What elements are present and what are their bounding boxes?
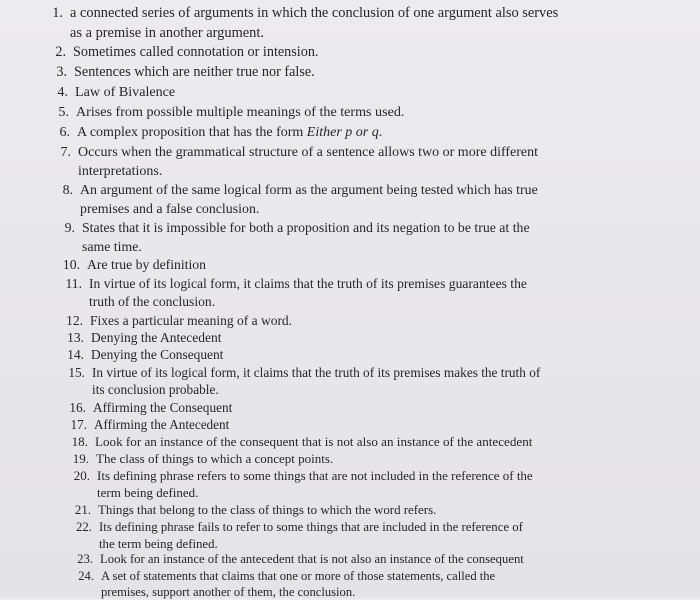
item-number: 19. — [72, 451, 89, 466]
item-text: The class of things to which a concept points. — [96, 451, 334, 466]
item-number: 21. — [74, 503, 91, 517]
item-number: 9. — [64, 220, 75, 235]
list-item-5 — [51, 103, 404, 122]
item-text: Fixes a particular meaning of a word. — [90, 313, 293, 328]
list-item-10 — [58, 256, 206, 274]
item-text: Denying the Consequent — [91, 347, 224, 362]
list-item-23 — [71, 551, 524, 568]
item-number: 16. — [69, 400, 86, 415]
item-text: Look for an instance of the consequent that is not also an instance of the antecedent — [95, 434, 533, 449]
list-item-17 — [65, 416, 229, 433]
item-text: Sentences which are neither true nor false. — [74, 64, 315, 80]
item-number: 20. — [73, 468, 90, 483]
item-number: 8. — [62, 183, 73, 198]
list-item-14 — [62, 346, 223, 363]
list-item-12 — [61, 312, 292, 330]
item-number: 10. — [62, 257, 80, 272]
item-number: 4. — [57, 84, 68, 100]
item-text-italic: Either p or q — [306, 125, 379, 140]
item-number: 15. — [68, 365, 85, 380]
list-item-2 — [48, 43, 318, 62]
list-item-21 — [69, 502, 436, 519]
item-number: 23. — [77, 552, 93, 566]
list-item-7 — [53, 143, 538, 181]
item-number: 1. — [52, 5, 63, 21]
item-number: 17. — [70, 417, 87, 432]
item-number: 2. — [55, 44, 66, 60]
item-text: Affirming the Consequent — [93, 400, 233, 415]
item-text: Occurs when the grammatical structure of a sentence allows two or more different interpretations. — [78, 145, 539, 179]
list-item-13 — [62, 329, 221, 346]
item-text: Sometimes called connotation or intension. — [73, 44, 319, 60]
list-item-4 — [50, 83, 175, 102]
list-item-22 — [70, 519, 523, 552]
item-number: 14. — [67, 347, 84, 362]
list-item-6 — [52, 123, 382, 142]
list-item-19 — [67, 450, 333, 467]
item-text: Denying the Antecedent — [91, 330, 222, 345]
list-item-9 — [57, 219, 530, 256]
item-number: 22. — [76, 520, 92, 534]
item-text: In virtue of its logical form, it claims that the truth of its premises makes the truth of its conclusion probable. — [92, 365, 541, 397]
list-item-15 — [63, 364, 540, 398]
item-text: In virtue of its logical form, it claims that the truth of its premises guarantees the truth of the conclusion. — [89, 276, 527, 309]
item-number: 6. — [59, 125, 70, 140]
item-text: An argument of the same logical form as the argument being tested which has true premises and a false conclusion. — [80, 183, 538, 217]
list-item-3 — [49, 63, 315, 82]
item-number: 18. — [71, 434, 88, 449]
list-item-20 — [68, 467, 533, 501]
item-text — [70, 123, 382, 142]
item-number: 11. — [65, 276, 82, 291]
item-number: 7. — [60, 145, 71, 160]
item-number: 3. — [56, 64, 67, 80]
list-item-18 — [66, 433, 532, 450]
item-text: Affirming the Antecedent — [94, 417, 230, 432]
item-text: States that it is impossible for both a proposition and its negation to be true at the same time. — [82, 220, 530, 254]
item-text-end: . — [378, 125, 383, 140]
item-text: Its defining phrase fails to refer to some things that are included in the reference of the term being defined. — [99, 520, 523, 551]
item-text: a connected series of arguments in which the conclusion of one argument also serves as a premise in another argument. — [70, 5, 559, 41]
item-number: 5. — [58, 104, 69, 120]
list-item-16 — [64, 399, 232, 416]
item-number: 12. — [66, 313, 83, 328]
item-text: A set of statements that claims that one or more of those statements, called the premises, support another of them, the conclusion. — [101, 569, 496, 599]
item-number: 24. — [78, 569, 94, 583]
list-item-1 — [45, 4, 558, 43]
item-text: Law of Bivalence — [75, 84, 176, 100]
item-number: 13. — [67, 330, 84, 345]
item-text: Look for an instance of the antecedent that is not also an instance of the consequent — [100, 552, 524, 566]
item-text-start: A complex proposition that has the form — [77, 125, 307, 140]
item-text: Things that belong to the class of things to which the word refers. — [98, 503, 437, 517]
list-item-11 — [60, 275, 527, 311]
list-item-24 — [72, 568, 495, 600]
list-item-8 — [55, 181, 538, 219]
item-text: Arises from possible multiple meanings of the terms used. — [76, 104, 405, 120]
item-text: Its defining phrase refers to some things that are not included in the reference of the term being defined. — [97, 468, 533, 500]
item-text: Are true by definition — [87, 257, 206, 272]
